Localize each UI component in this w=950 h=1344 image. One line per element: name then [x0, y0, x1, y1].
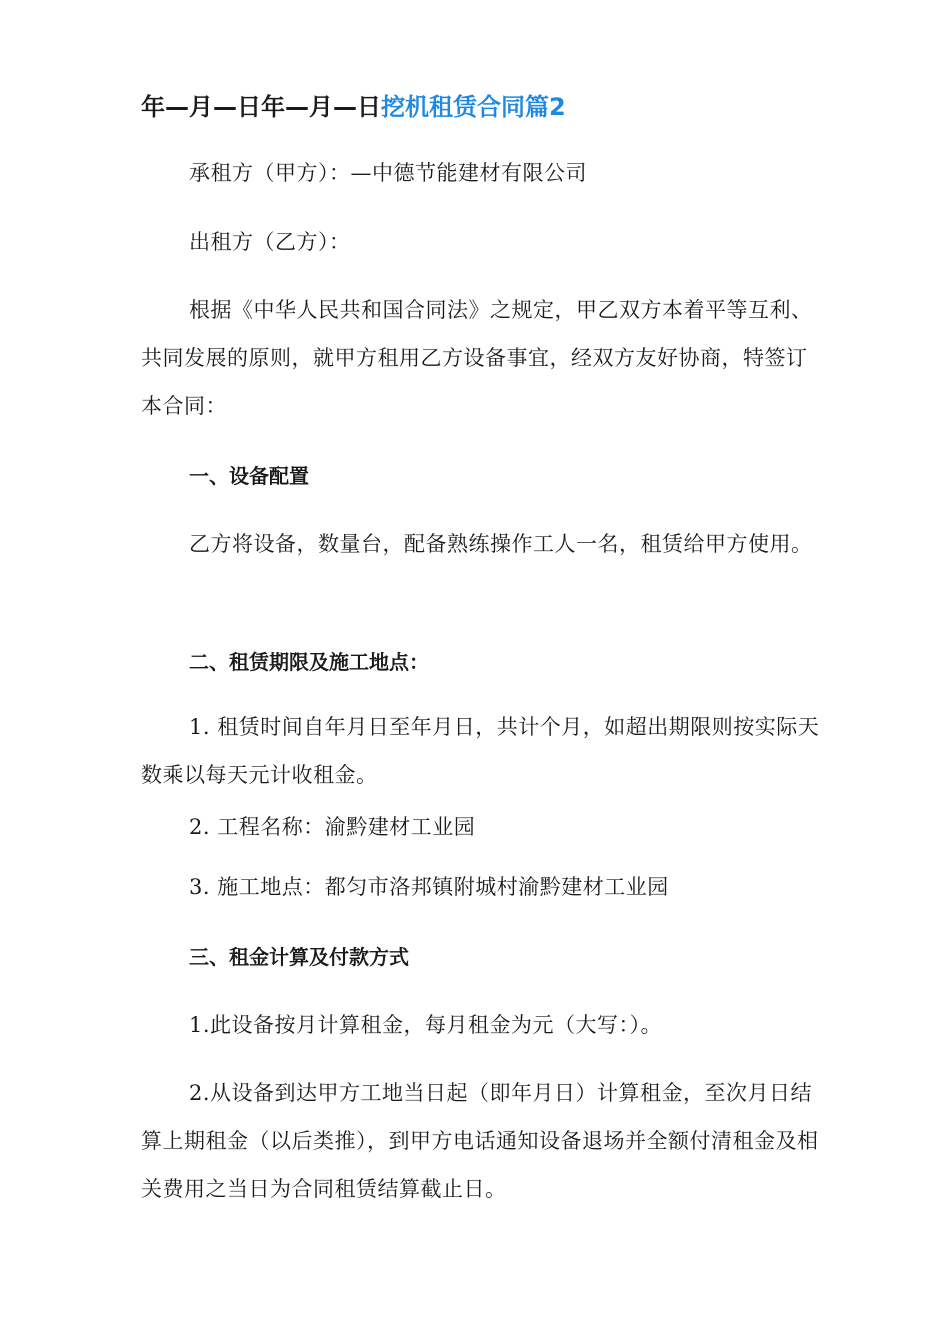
section-3-title: 三、租金计算及付款方式 [189, 945, 409, 969]
heading-dates: 年—月—日年—月—日 [141, 93, 381, 121]
document-heading [141, 90, 566, 124]
intro-paragraph: 根据《中华人民共和国合同法》之规定，甲乙双方本着平等互利、共同发展的原则，就甲方租用乙方设备事宜，经双方友好协商，特签订本合同： [141, 298, 813, 418]
heading-title: 挖机租赁合同篇2 [381, 93, 566, 121]
section-3-item-2: 2.从设备到达甲方工地当日起（即年月日）计算租金，至次月日结算上期租金（以后类推），到甲方电话通知设备退场并全额付清租金及相关费用之当日为合同租赁结算截止日。 [141, 1081, 819, 1201]
section-2-item-3: 3. 施工地点：都匀市洛邦镇附城村渝黔建材工业园 [189, 875, 669, 899]
section-2-item-2: 2. 工程名称：渝黔建材工业园 [189, 815, 476, 839]
lessee-line: 承租方（甲方）：—中德节能建材有限公司 [189, 161, 587, 185]
section-3-item-1: 1.此设备按月计算租金，每月租金为元（大写：）。 [189, 1013, 663, 1037]
section-2-item-1: 1. 租赁时间自年月日至年月日，共计个月，如超出期限则按实际天数乘以每天元计收租金。 [141, 715, 820, 787]
section-1-text: 乙方将设备，数量台，配备熟练操作工人一名，租赁给甲方使用。 [189, 532, 813, 556]
section-2-title: 二、租赁期限及施工地点： [189, 650, 429, 674]
section-1-title: 一、设备配置 [189, 464, 309, 488]
lessor-line: 出租方（乙方）： [189, 230, 351, 254]
